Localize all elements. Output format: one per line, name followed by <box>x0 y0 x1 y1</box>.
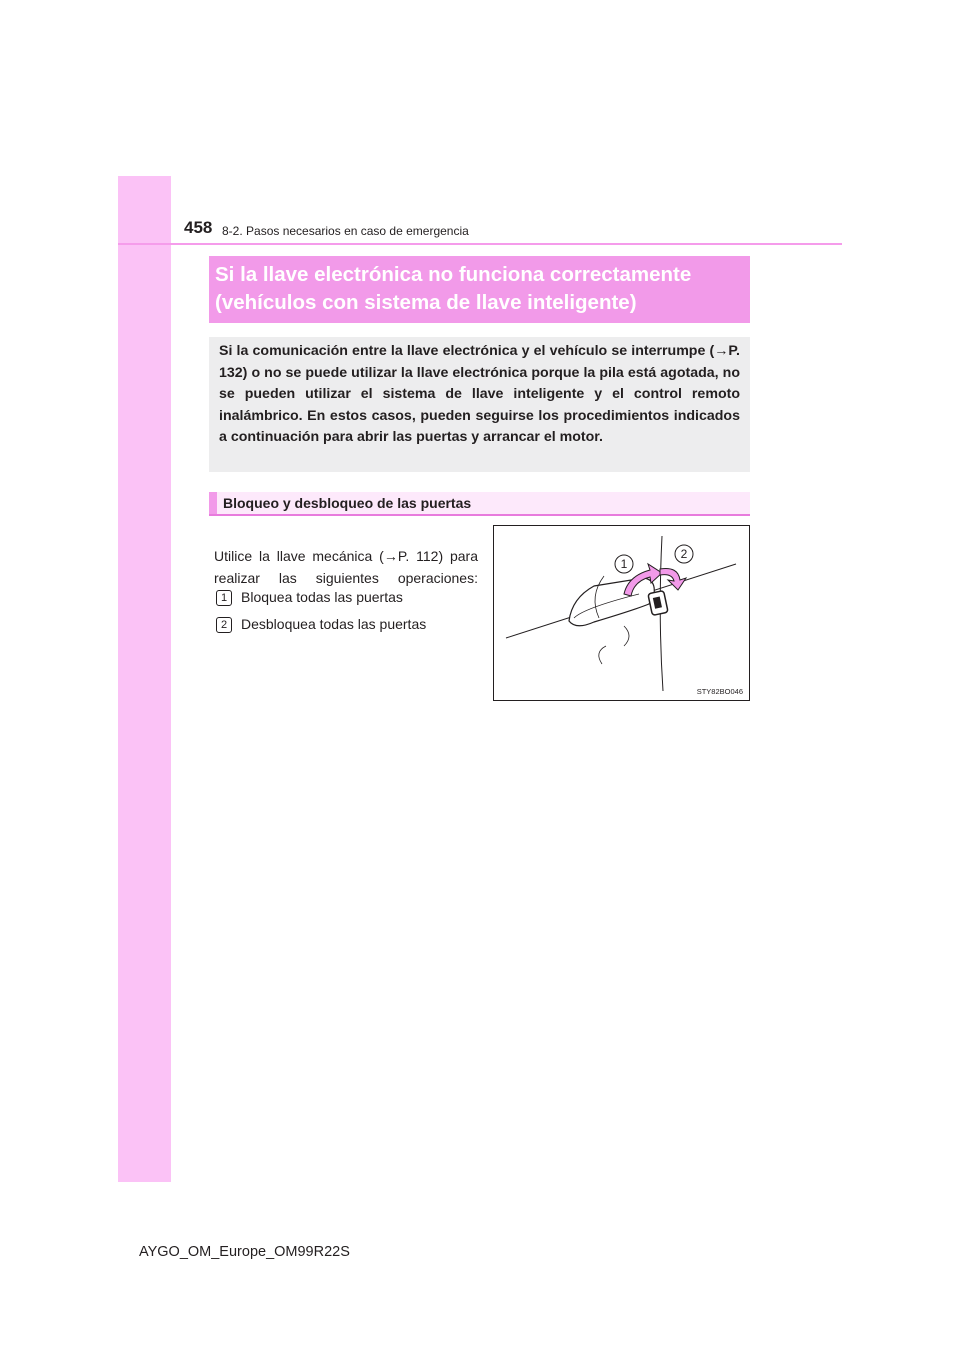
intro-paragraph: Si la comunicación entre la llave electrónica y el vehículo se interrumpe (→P. 132) o no se puede utilizar la llave electrónica porque la pila está agotada, no se pueden utilizar el sistema de llave inteligente y el control remoto inalámbrico. En estos casos, pueden seguirse los procedimientos indicados a continuación para abrir las puertas y arrancar el motor. <box>209 337 750 472</box>
figure-code: STY82BO046 <box>696 687 743 696</box>
subsection-title: Bloqueo y desbloqueo de las puertas <box>223 495 472 511</box>
document-footer: AYGO_OM_Europe_OM99R22S <box>139 1244 350 1260</box>
topic-title-line-1: Si la llave electrónica no funciona correctamente <box>215 263 692 286</box>
page-number: 458 <box>184 218 213 237</box>
header-divider <box>118 243 842 245</box>
step-text: Bloquea todas las puertas <box>241 589 403 605</box>
instruction-text: Utilice la llave mecánica (→P. 112) para realizar las siguientes operaciones: <box>214 548 478 586</box>
step-item <box>216 587 403 607</box>
door-handle-drawing <box>494 526 751 702</box>
step-item <box>216 614 426 634</box>
topic-title-box <box>209 256 750 323</box>
subsection-header <box>209 492 750 516</box>
step-number-badge: 2 <box>216 617 232 633</box>
topic-title-line-2: (vehículos con sistema de llave inteligente) <box>215 291 637 314</box>
step-number-badge: 1 <box>216 590 232 606</box>
chapter-tab-bar <box>118 176 171 1182</box>
door-handle-illustration <box>493 525 750 701</box>
callout-1-label: 1 <box>620 557 628 571</box>
section-title: 8-2. Pasos necesarios en caso de emergencia <box>222 224 469 238</box>
subsection-accent <box>209 492 217 514</box>
callout-2-label: 2 <box>680 547 688 561</box>
step-text: Desbloquea todas las puertas <box>241 616 427 632</box>
